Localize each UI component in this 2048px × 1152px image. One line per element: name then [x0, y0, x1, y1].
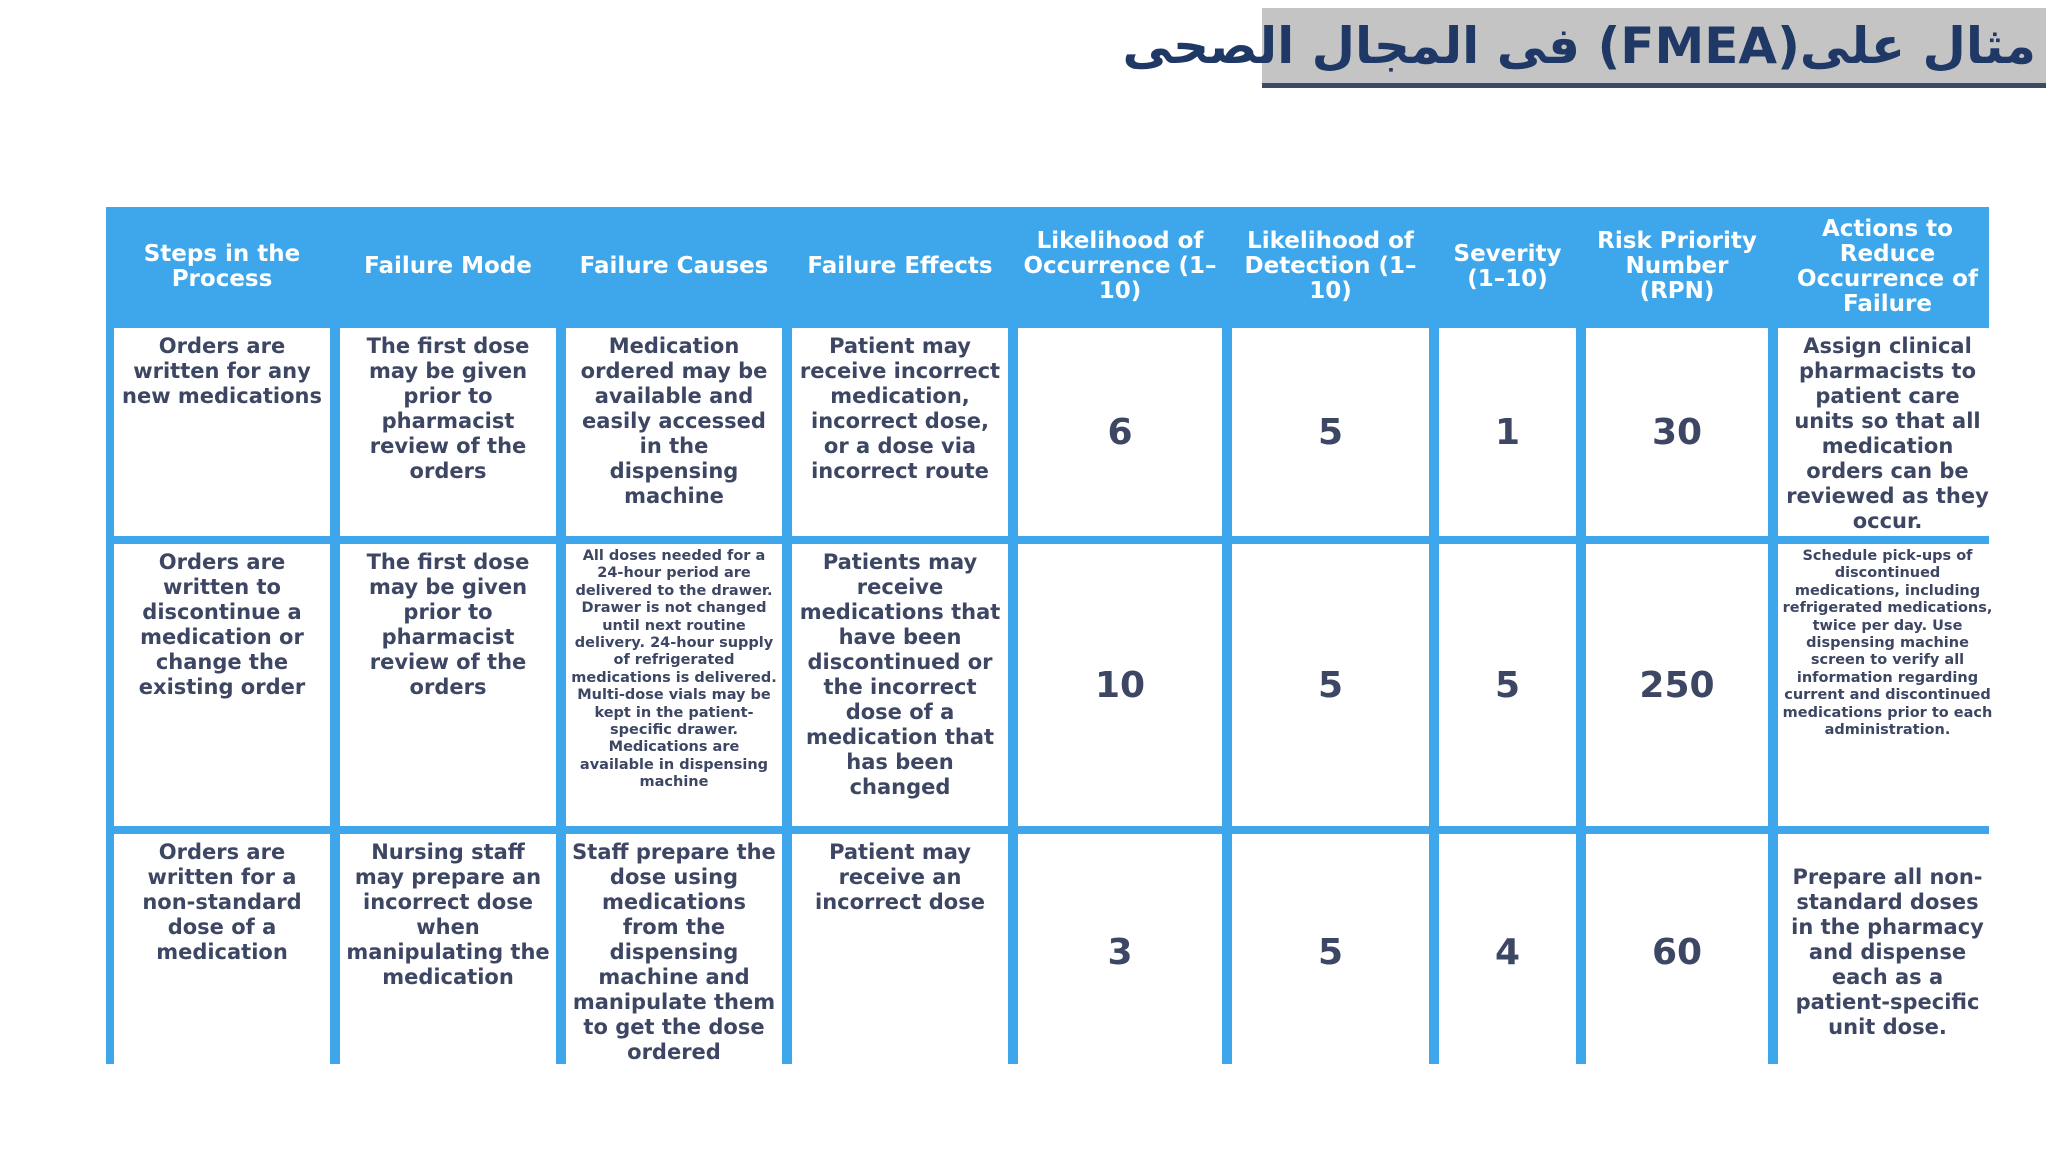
cell-step: Orders are written to discontinue a medication or change the existing order	[114, 544, 330, 826]
cell-step: Orders are written for a non-standard dose of a medication	[114, 834, 330, 1070]
fmea-table	[106, 207, 1993, 1064]
cell-failure-mode: Nursing staff may prepare an incorrect dose when manipulating the medication	[340, 834, 556, 1070]
cell-occurrence: 6	[1018, 328, 1222, 536]
cell-failure-causes: Medication ordered may be available and easily accessed in the dispensing machine	[566, 328, 782, 536]
cell-occurrence: 3	[1018, 834, 1222, 1070]
cell-detection: 5	[1232, 834, 1429, 1070]
header-failure-mode: Failure Mode	[364, 253, 532, 279]
cell-failure-effects: Patient may receive an incorrect dose	[792, 834, 1008, 1070]
cell-severity: 1	[1439, 328, 1576, 536]
header-actions: Actions to Reduce Occurrence of Failure	[1797, 215, 1978, 317]
cell-failure-effects: Patients may receive medications that have been discontinued or the incorrect dose of a medication that has been changed	[792, 544, 1008, 826]
cell-failure-effects: Patient may receive incorrect medication, incorrect dose, or a dose via incorrect route	[792, 328, 1008, 536]
cell-failure-mode: The first dose may be given prior to pharmacist review of the orders	[340, 544, 556, 826]
cell-failure-causes: Staff prepare the dose using medications from the dispensing machine and manipulate them to get the dose ordered	[566, 834, 782, 1070]
cell-failure-mode: The first dose may be given prior to pharmacist review of the orders	[340, 328, 556, 536]
cell-actions: Schedule pick-ups of discontinued medications, including refrigerated medications, twice per day. Use dispensing machine screen to verify all information regarding current and discontinued medications prior to each administration.	[1778, 544, 1997, 826]
header-failure-effects: Failure Effects	[807, 253, 993, 279]
cell-step: Orders are written for any new medications	[114, 328, 330, 536]
header-rpn: Risk Priority Number (RPN)	[1597, 228, 1757, 304]
title-bar	[1122, 8, 2046, 88]
cell-severity: 5	[1439, 544, 1576, 826]
cell-rpn: 250	[1586, 544, 1768, 826]
cell-detection: 5	[1232, 328, 1429, 536]
cell-actions: Assign clinical pharmacists to patient care units so that all medication orders can be reviewed as they occur.	[1778, 328, 1997, 536]
cell-detection: 5	[1232, 544, 1429, 826]
cell-severity: 4	[1439, 834, 1576, 1070]
header-severity: Severity (1–10)	[1453, 240, 1562, 292]
cell-failure-causes: All doses needed for a 24-hour period are delivered to the drawer. Drawer is not changed until next routine delivery. 24-hour supply of refrigerated medications is delivered. Multi-dose vials may be kept in the patient-specific drawer. Medications are available in dispensing machine	[566, 544, 782, 826]
header-detection: Likelihood of Detection (1–10)	[1244, 228, 1417, 304]
cell-rpn: 30	[1586, 328, 1768, 536]
header-failure-causes: Failure Causes	[579, 253, 769, 279]
page-title: مثال على(FMEA) فى المجال الصحى	[1122, 17, 2036, 75]
header-occurrence: Likelihood of Occurrence (1–10)	[1023, 228, 1217, 304]
cell-actions: Prepare all non-standard doses in the pharmacy and dispense each as a patient-specific unit dose.	[1778, 834, 1997, 1070]
cell-occurrence: 10	[1018, 544, 1222, 826]
cell-rpn: 60	[1586, 834, 1768, 1070]
fmea-grid	[114, 213, 1993, 1064]
header-steps: Steps in the Process	[143, 240, 301, 292]
